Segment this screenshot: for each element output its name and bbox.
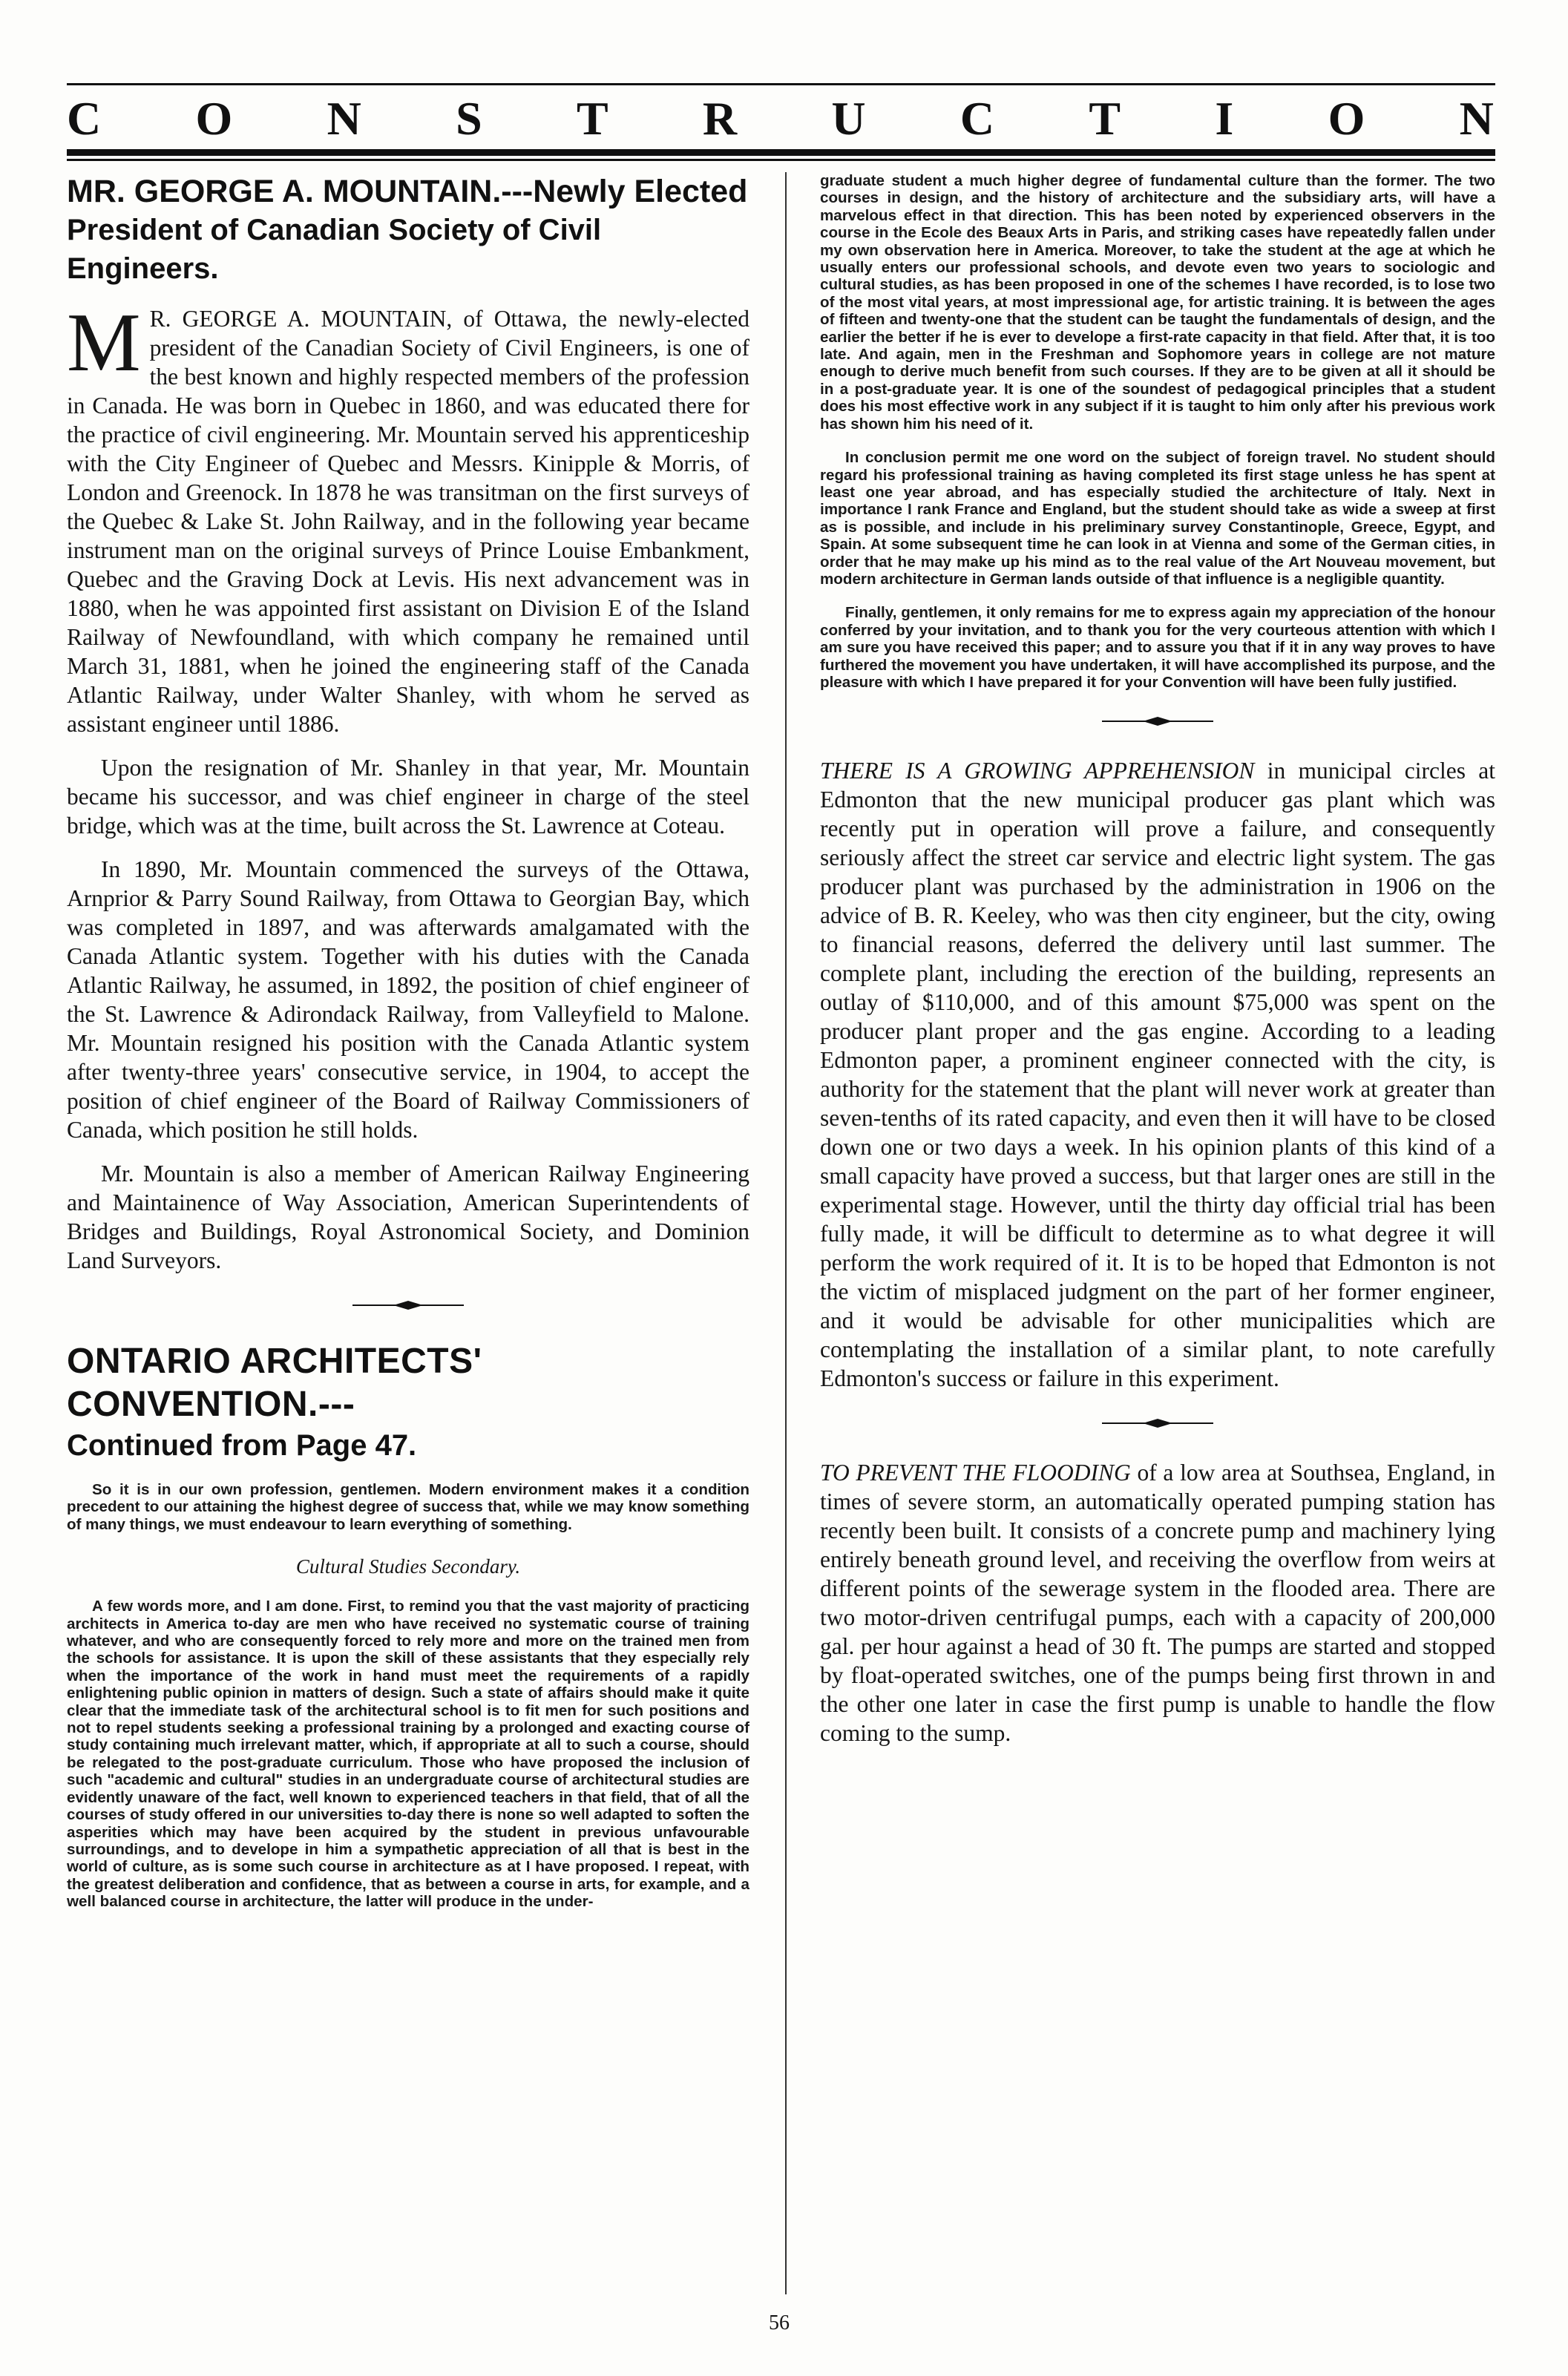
- architects-paragraph: Finally, gentlemen, it only remains for me to express again my appreciation of the honour conferred by your invitation, and to thank you for the very courteous attention with which I am sure you have received this paper; and to assure you that if it in any way proves to have furthered the movement you have undertaken, it will have accomplished its purpose, and the pleasure with which I have prepared it for your Convention will have been fully justified.: [820, 604, 1495, 691]
- section-ornament: [1102, 1418, 1213, 1428]
- mountain-article: [67, 172, 749, 1275]
- architects-intro: So it is in our own profession, gentlemen. Modern environment makes it a condition precedent to our attaining the highest degree of success that, while we may know something of many things, we must endeavour to learn everything of something.: [67, 1481, 749, 1533]
- flooding-article: [820, 1458, 1495, 1747]
- mountain-headline: MR. GEORGE A. MOUNTAIN.---Newly Elected: [67, 174, 748, 209]
- architects-paragraph-continued: graduate student a much higher degree of fundamental culture than the former. The two courses in design, and the history of architecture and the subsidiary arts, will have a marvelous effect in that direction. This has been noted by experienced observers in the course in the Ecole des Beaux Arts in Paris, and striking cases have repeatedly fallen under my own observation here in America. Moreover, to take the student at the age at which he usually enters our professional schools, and devote even two years to sociologic and cultural studies, as has been proposed in one of the schemes I have recorded, is to lose two of the most vital years, at most impressional age, for artistic training. It is between the ages of fifteen and twenty-one that the student can be taught the fundamentals of design, and the earlier the better if he is ever to develope a first-rate capacity in that field. After that, it is too late. And again, men in the Freshman and Sophomore years in college are not mature enough to derive much benefit from such courses. If they are to be given at all it should be in a post-graduate year. It is one of the soundest of pedagogical principles that a student does his most effective work in any subject if it is taught to him only after his previous work has shown him his need of it.: [820, 172, 1495, 433]
- flooding-text: of a low area at Southsea, England, in times of severe storm, an automatically operated pumping station has recently been built. It consists of a concrete pump and machinery lying entirely beneath ground level, and receiving the overflow from weirs at different points of the sewerage system in the flooded area. There are two motor-driven centrifugal pumps, each with a capacity of 200,000 gal. per hour against a head of 30 ft. The pumps are started and stopped by float-operated switches, one of the pumps being first thrown in and the other one later in case the first pump is unable to handle the flow coming to the sump.: [820, 1460, 1495, 1747]
- mountain-subheadline: President of Canadian Society of Civil Engineers.: [67, 214, 602, 285]
- right-column: [820, 172, 1495, 1762]
- architects-paragraph: In conclusion permit me one word on the subject of foreign travel. No student should regard his professional training as having completed its first stage unless he has spent at least one year abroad, and has especially studied the architecture of Italy. Next in importance I rank France and England, but the student should take as wide a sweep at first as is possible, and include in his preliminary survey Constantinople, Greece, Egypt, and Spain. At some subsequent time he can look in at Vienna and some of the German cities, in order that he may make up his mind as to the real value of the Art Nouveau movement, but modern architecture in German lands outside of that influence is a negligible quantity.: [820, 449, 1495, 588]
- masthead-letter: C: [67, 92, 103, 145]
- masthead-letter: N: [327, 92, 363, 145]
- masthead-hairline: [67, 159, 1495, 161]
- mountain-paragraph: Upon the resignation of Mr. Shanley in that year, Mr. Mountain became his successor, and was chief engineer in charge of the steel bridge, which was at the time, built across the St. Lawrence at Coteau.: [67, 755, 749, 839]
- masthead-letter: N: [1459, 92, 1495, 145]
- masthead-letter: U: [831, 92, 867, 145]
- edmonton-article: [820, 756, 1495, 1393]
- mountain-paragraph: [67, 297, 749, 738]
- section-heading: Cultural Studies Secondary.: [295, 1555, 521, 1578]
- masthead: [67, 89, 1495, 148]
- masthead-letter: T: [576, 92, 610, 145]
- masthead-letter: T: [1089, 92, 1123, 145]
- page-number: 56: [769, 2311, 790, 2334]
- section-ornament: [1102, 716, 1213, 726]
- architects-headline: ONTARIO ARCHITECTS' CONVENTION.---: [67, 1342, 482, 1424]
- mountain-paragraph: Mr. Mountain is also a member of American Railway Engineering and Maintainence of Way Association, American Superintendents of Bridges and Buildings, Royal Astronomical Society, and Dominion Land Surveyors.: [67, 1161, 749, 1273]
- column-divider: [785, 172, 787, 2294]
- architects-article: [67, 1340, 749, 1911]
- mountain-paragraph: In 1890, Mr. Mountain commenced the surveys of the Ottawa, Arnprior & Parry Sound Railway, from Ottawa to Georgian Bay, which was completed in 1897, and was afterwards amalgamated with the Canada Atlantic system. Together with his duties with the Canada Atlantic Railway, he assumed, in 1892, the position of chief engineer of the St. Lawrence & Adirondack Railway, from Valleyfield to Malone. Mr. Mountain resigned his position with the Canada Atlantic system after twenty-three years' consecutive service, in 1904, to accept the position of chief engineer of the Board of Railway Commissioners of Canada, which position he still holds.: [67, 856, 749, 1143]
- masthead-letter: R: [702, 92, 739, 145]
- section-ornament: [352, 1300, 464, 1310]
- masthead-letter: O: [195, 92, 234, 145]
- masthead-letter: C: [960, 92, 997, 145]
- masthead-top-rule: [67, 83, 1495, 85]
- drop-cap: M: [67, 297, 141, 389]
- masthead-letter: I: [1215, 92, 1236, 145]
- architects-paragraph: A few words more, and I am done. First, to remind you that the vast majority of practicing architects in America to-day are men who have received no systematic course of training whatever, and who are consequently forced to rely more and more on the trained men from the schools for assistance. It is upon the skill of these assistants that they especially rely when the importance of the work in hand must meet the requirements of a rapidly enlightening public opinion in matters of design. Such a state of affairs should make it quite clear that the immediate task of the architectural school is to fit men for such positions and not to repel students seeking a professional training by a prolonged and exacting course of study containing much irrelevant matter, which, if appropriate at all to such a course, should be relegated to the post-graduate curriculum. Those who have proposed the inclusion of such "academic and cultural" studies in an undergraduate course of architectural studies are evidently unaware of the fact, well known to experienced teachers in that field, that of all the courses of study offered in our universities to-day there is none so well adapted to soften the asperities which may have been acquired by the student in previous unfavourable surroundings, and to develope in him a sympathetic appreciation of all that is best in the world of culture, as is some such course in architecture as at I have proposed. I repeat, with the greatest deliberation and confidence, that as between a course in arts, for example, and a well balanced course in architecture, the latter will produce in the under-: [67, 1598, 749, 1911]
- architects-continued-line: Continued from Page 47.: [67, 1429, 417, 1462]
- masthead-bottom-rule: [67, 149, 1495, 156]
- edmonton-text: in municipal circles at Edmonton that the new municipal producer gas plant which was recently put in operation will prove a failure, and consequently seriously affect the street car service and electric light system. The gas producer plant was purchased by the administration in 1906 on the advice of B. R. Keeley, who was then city engineer, but the city, owing to financial reasons, deferred the delivery until last summer. The complete plant, including the erection of the building, represents an outlay of $110,000, and of this amount $75,000 was spent on the producer plant proper and the gas engine. According to a leading Edmonton paper, a prominent engineer connected with the city, is authority for the statement that the plant will never work at greater than seven-tenths of its rated capacity, and even then it will have to be closed down one or two days a week. In his opinion plants of this kind of a small capacity have proved a success, but that larger ones are still in the experimental stage. However, until the thirty day official trial has been fully made, it will be difficult to determine as to what degree it will perform the work required of it. It is to be hoped that Edmonton is not the victim of misplaced judgment on the part of her former engineer, and it would be advisable for other municipalities which are contemplating the installation of a similar plant, to note carefully Edmonton's success or failure in this experiment.: [820, 758, 1496, 1392]
- flooding-lead: TO PREVENT THE FLOODING: [820, 1460, 1131, 1486]
- masthead-letter: O: [1328, 92, 1367, 145]
- masthead-letter: S: [456, 92, 484, 145]
- left-column: [67, 172, 749, 1927]
- edmonton-lead: THERE IS A GROWING APPREHENSION: [820, 758, 1255, 784]
- mountain-paragraph-text: R. GEORGE A. MOUNTAIN, of Ottawa, the newly-elected president of the Canadian Society of Civil Engineers, is one of the best known and highly respected members of the profession in Canada. He was born in Quebec in 1860, and was educated there for the practice of civil engineering. Mr. Mountain served his apprenticeship with the City Engineer of Quebec and Messrs. Kinipple & Morris, of London and Greenock. In 1878 he was transitman on the first surveys of the Quebec & Lake St. John Railway, and in the following year became instrument man on the original surveys of Prince Louise Embankment, Quebec and the Graving Dock at Levis. His next advancement was in 1880, when he was appointed first assistant on Division E of the Island Railway of Newfoundland, with which company he remained until March 31, 1881, when he joined the engineering staff of the Canada Atlantic Railway, under Walter Shanley, with whom he served as assistant engineer until 1886.: [67, 306, 749, 737]
